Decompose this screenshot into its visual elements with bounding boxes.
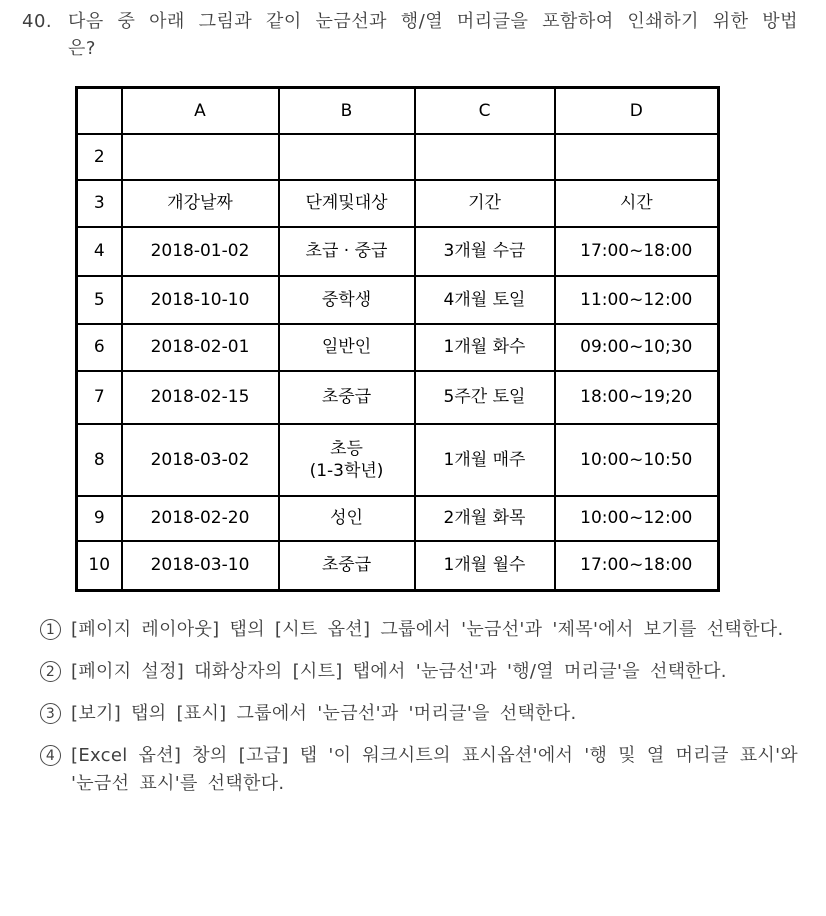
- table-row-3: [77, 180, 719, 227]
- cell-A4: 2018-01-02: [122, 227, 279, 276]
- cell-A5: 2018-10-10: [122, 276, 279, 324]
- table-row-5: [77, 276, 719, 324]
- column-header-B: B: [279, 88, 415, 134]
- cell-C6: 1개월 화수: [415, 324, 555, 371]
- cell-D5: 11:00~12:00: [555, 276, 719, 324]
- cell-C8: 1개월 매주: [415, 424, 555, 496]
- cell-A6: 2018-02-01: [122, 324, 279, 371]
- option-4: [40, 742, 798, 798]
- cell-A10: 2018-03-10: [122, 541, 279, 591]
- option-4-circled-number: 4: [40, 745, 61, 766]
- option-1: [40, 616, 798, 644]
- table-row-10: [77, 541, 719, 591]
- row-header-5: 5: [77, 276, 122, 324]
- row-header-6: 6: [77, 324, 122, 371]
- table-row-6: [77, 324, 719, 371]
- row-header-8: 8: [77, 424, 122, 496]
- column-header-D: D: [555, 88, 719, 134]
- column-header-A: A: [122, 88, 279, 134]
- option-2-text: [페이지 설정] 대화상자의 [시트] 탭에서 '눈금선'과 '행/열 머리글'을 선택한다.: [71, 661, 727, 682]
- cell-C3: 기간: [415, 180, 555, 227]
- cell-B4: 초급 · 중급: [279, 227, 415, 276]
- cell-B5: 중학생: [279, 276, 415, 324]
- option-1-circled-number: 1: [40, 619, 61, 640]
- cell-D10: 17:00~18:00: [555, 541, 719, 591]
- row-header-7: 7: [77, 371, 122, 424]
- cell-D8: 10:00~10:50: [555, 424, 719, 496]
- cell-D4: 17:00~18:00: [555, 227, 719, 276]
- cell-C5: 4개월 토일: [415, 276, 555, 324]
- cell-C10: 1개월 월수: [415, 541, 555, 591]
- table-row-7: [77, 371, 719, 424]
- cell-A8: 2018-03-02: [122, 424, 279, 496]
- table-row-9: [77, 496, 719, 541]
- cell-B6: 일반인: [279, 324, 415, 371]
- option-2: [40, 658, 798, 686]
- cell-D6: 09:00~10;30: [555, 324, 719, 371]
- cell-B10: 초중급: [279, 541, 415, 591]
- cell-A9: 2018-02-20: [122, 496, 279, 541]
- option-4-text: [Excel 옵션] 창의 [고급] 탭 '이 워크시트의 표시옵션'에서 '행 및 열 머리글 표시'와 '눈금선 표시'를 선택한다.: [71, 745, 798, 794]
- cell-D9: 10:00~12:00: [555, 496, 719, 541]
- cell-D2: [555, 134, 719, 180]
- cell-A7: 2018-02-15: [122, 371, 279, 424]
- row-header-2: 2: [77, 134, 122, 180]
- corner-cell: [77, 88, 122, 134]
- question-text: 다음 중 아래 그림과 같이 눈금선과 행/열 머리글을 포함하여 인쇄하기 위한 방법은?: [68, 11, 798, 59]
- question-number: 40.: [22, 11, 53, 32]
- answer-options: [40, 616, 798, 812]
- option-3-circled-number: 3: [40, 703, 61, 724]
- option-3-text: [보기] 탭의 [표시] 그룹에서 '눈금선'과 '머리글'을 선택한다.: [71, 703, 577, 724]
- cell-A2: [122, 134, 279, 180]
- cell-D3: 시간: [555, 180, 719, 227]
- cell-B8: 초등 (1-3학년): [279, 424, 415, 496]
- option-1-text: [페이지 레이아웃] 탭의 [시트 옵션] 그룹에서 '눈금선'과 '제목'에서 보기를 선택한다.: [71, 619, 784, 640]
- cell-C2: [415, 134, 555, 180]
- table-row-2: [77, 134, 719, 180]
- table-row-8: [77, 424, 719, 496]
- cell-D7: 18:00~19;20: [555, 371, 719, 424]
- column-header-C: C: [415, 88, 555, 134]
- row-header-9: 9: [77, 496, 122, 541]
- spreadsheet-table: [75, 86, 720, 592]
- table-header-row: [77, 88, 719, 134]
- cell-C7: 5주간 토일: [415, 371, 555, 424]
- table-body: [77, 134, 719, 591]
- cell-B3: 단계및대상: [279, 180, 415, 227]
- table-row-4: [77, 227, 719, 276]
- cell-A3: 개강날짜: [122, 180, 279, 227]
- question: [22, 8, 798, 62]
- row-header-10: 10: [77, 541, 122, 591]
- cell-C9: 2개월 화목: [415, 496, 555, 541]
- row-header-3: 3: [77, 180, 122, 227]
- option-2-circled-number: 2: [40, 661, 61, 682]
- row-header-4: 4: [77, 227, 122, 276]
- cell-B9: 성인: [279, 496, 415, 541]
- cell-C4: 3개월 수금: [415, 227, 555, 276]
- cell-B7: 초중급: [279, 371, 415, 424]
- cell-B2: [279, 134, 415, 180]
- option-3: [40, 700, 798, 728]
